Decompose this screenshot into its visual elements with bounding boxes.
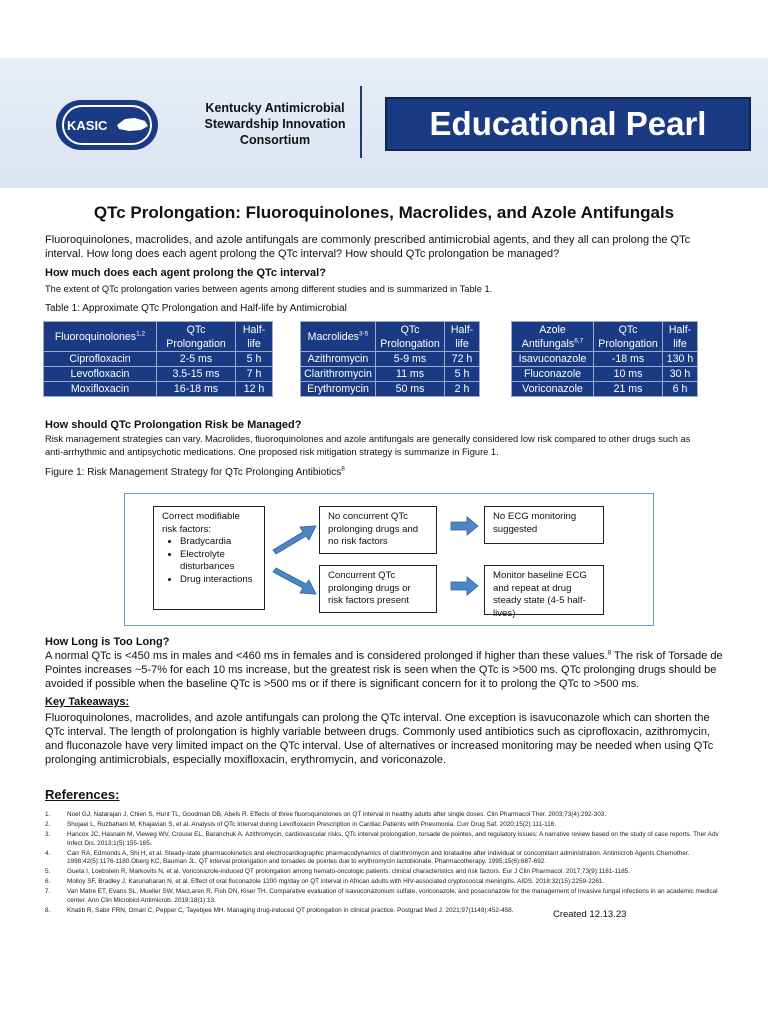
no-ecg-box: No ECG monitoring suggested bbox=[484, 506, 604, 544]
list-item: 4. Carr RA, Edmonds A, Shi H, et al. Steady-state pharmacokinetics and electrocardiographic pharmacodynamics of clarithromycin and loratadine after individual or concomitant administration. Antimicrob Agents Chemother. 1998;42(5):1176-1180.Oberg KC, Bauman JL. QT interval prolongation and torsades de pointes due to erythromycin lactobionate. Pharmacotherapy. 1995;15(6):687-692. bbox=[45, 849, 690, 865]
created-date: Created 12.13.23 bbox=[553, 909, 627, 920]
fq-header-drug: Fluoroquinolones$^{1,2}$ bbox=[44, 322, 157, 352]
header-divider bbox=[360, 86, 362, 158]
q2-text: Risk management strategies can vary. Macrolides, fluoroquinolones and azole antifungals are generally considered low risk compared to other drugs such as anti-arrhythmic and antipsychotic medications. One proposed risk mitigation strategy is summarize in Figure 1. bbox=[45, 434, 691, 457]
fq-header-halflife: Half-life bbox=[236, 322, 273, 352]
concurrent-box: Concurrent QTc prolonging drugs or risk factors present bbox=[319, 565, 437, 613]
logo-text: KASIC bbox=[67, 118, 108, 133]
takeaways-heading: Key Takeaways: bbox=[45, 696, 130, 708]
list-item: • Bradycardia bbox=[180, 536, 256, 549]
monitor-ecg-box: Monitor baseline ECG and repeat at drug steady state (4-5 half-lives) bbox=[484, 565, 604, 615]
kasic-logo bbox=[55, 99, 159, 151]
q3-text: A normal QTc is <450 ms in males and <460 ms in females and is considered prolonged if higher than these values.$^8$ The risk of Torsade de Pointes increases ~5-7% for each 10 ms increase, but the greatest risk is seen when the QTc is >500 ms. QTc prolonging drugs should be avoided if possible when the baseline QTc is >500 ms or if there is significant concern for it to prolong the QTc to >500 ms. bbox=[45, 649, 723, 690]
az-header-halflife: Half-life bbox=[663, 322, 698, 352]
table-row: Levofloxacin 3.5-15 ms 7 h bbox=[44, 367, 273, 382]
list-item: 1. Noel GJ, Natarajan J, Chien S, Hunt TL, Goodman DB, Abels R. Effects of three fluoroquinolones on QT interval in healthy adults after single doses. Clin Pharmacol Ther. 2003;73(4):292-303. bbox=[45, 811, 607, 818]
q3-heading: How Long is Too Long? bbox=[45, 636, 170, 648]
references-heading: References: bbox=[45, 787, 120, 802]
table-row: Voriconazole 21 ms 6 h bbox=[512, 382, 698, 397]
header-banner bbox=[0, 58, 768, 188]
table-row: Isavuconazole -18 ms 130 h bbox=[512, 352, 698, 367]
references-list bbox=[45, 811, 735, 915]
fluoroquinolone-table bbox=[43, 321, 273, 397]
list-item: 6. Molloy SF, Bradley J, Karunaharan N, et al. Effect of oral fluconazole 1200 mg/day on QT interval in African adults with HIV-associated cryptococcal meningitis. AIDS. 2018;32(15):2259-2261. bbox=[45, 878, 605, 885]
arrow-down-right-icon bbox=[273, 568, 316, 594]
arrow-right-top-icon bbox=[451, 517, 478, 535]
table-row: Clarithromycin 11 ms 5 h bbox=[301, 367, 480, 382]
table-caption: Table 1: Approximate QTc Prolongation and Half-life by Antimicrobial bbox=[45, 303, 347, 314]
az-header-qtc: QTc Prolongation bbox=[594, 322, 663, 352]
flow-arrows bbox=[125, 494, 652, 624]
list-item: 5. Gueta I, Loebstein R, Markovits N, et al. Voriconazole-induced QT prolongation among hemato-oncologic patients: clinical characteristics and risk factors. Eur J Clin Pharmacol. 2017;73(9):1181-1185. bbox=[45, 868, 631, 875]
list-item: 8. Khatib R, Sabir FRN, Omari C, Pepper C, Tayebjee MH. Managing drug-induced QT prolongation in clinical practice. Postgrad Med J. 2021;97(1149):452-458. bbox=[45, 906, 514, 914]
intro-text: Fluoroquinolones, macrolides, and azole antifungals are commonly prescribed antimicrobial agents, and they all can prolong the QTc interval. How long does each agent prolong the QTc interval? How should QTc prolongation be managed? bbox=[45, 234, 691, 260]
macrolide-table bbox=[300, 321, 480, 397]
fq-header-qtc: QTc Prolongation bbox=[157, 322, 236, 352]
table-row: Azithromycin 5-9 ms 72 h bbox=[301, 352, 480, 367]
educational-pearl-banner: Educational Pearl bbox=[385, 97, 751, 151]
list-item: • Drug interactions bbox=[180, 574, 256, 587]
table-row: Erythromycin 50 ms 2 h bbox=[301, 382, 480, 397]
risk-management-figure bbox=[124, 493, 654, 626]
table-row: Moxifloxacin 16-18 ms 12 h bbox=[44, 382, 273, 397]
q2-heading: How should QTc Prolongation Risk be Managed? bbox=[45, 419, 302, 431]
q1-heading: How much does each agent prolong the QTc interval? bbox=[45, 267, 326, 279]
takeaways-text: Fluoroquinolones, macrolides, and azole antifungals can prolong the QTc interval. One exception is isavuconazole which can shorten the QTc interval. The length of prolongation is highly variable between drugs. Commonly used antibiotics such as ciprofloxacin, azithromycin, and fluconazole have very limited impact on the QTc interval. Use of alternatives or increased monitoring may be needed when using QTc prolonging antimicrobials, especially moxifloxacin, erythromycin, and voriconazole. bbox=[45, 712, 714, 766]
arrow-right-bottom-icon bbox=[451, 577, 478, 595]
no-concurrent-box: No concurrent QTc prolonging drugs and no risk factors bbox=[319, 506, 437, 554]
list-item: • Electrolyte disturbances bbox=[180, 549, 256, 574]
figure-caption: Figure 1: Risk Management Strategy for QTc Prolonging Antibiotics$^8$ bbox=[45, 465, 345, 478]
mac-header-drug: Macrolides$^{3-5}$ bbox=[301, 322, 376, 352]
mac-header-halflife: Half-life bbox=[445, 322, 480, 352]
list-item: 7. Van Matre ET, Evans SL, Mueller SW, MacLaren R, Fish DN, Kiser TH. Comparative evaluation of isavuconazonium sulfate, voriconazole, and posaconazole for the management of invasive fungal infections in an academic medical center. Ann Clin Microbiol Antimicrob. 2019;18(1):13. bbox=[45, 888, 718, 904]
page-title: QTc Prolongation: Fluoroquinolones, Macrolides, and Azole Antifungals bbox=[93, 203, 675, 222]
list-item: 3. Hancox JC, Hasnain M, Vieweg WV, Crouse EL, Baranchuk A. Azithromycin, cardiovascular risks, QTc interval prolongation, torsade de pointes, and regulatory issues: A narrative review based on the study of case reports. Ther Adv Infect Dis. 2013;1(5):155-165. bbox=[45, 831, 719, 847]
azole-table bbox=[511, 321, 698, 397]
mac-header-qtc: QTc Prolongation bbox=[376, 322, 445, 352]
q1-text: The extent of QTc prolongation varies between agents among different studies and is summarized in Table 1. bbox=[45, 284, 493, 294]
org-name: Kentucky Antimicrobial Stewardship Innovation Consortium bbox=[204, 101, 346, 147]
az-header-drug: Azole Antifungals$^{6,7}$ bbox=[512, 322, 594, 352]
table-row: Ciprofloxacin 2-5 ms 5 h bbox=[44, 352, 273, 367]
arrow-up-right-icon bbox=[273, 526, 316, 554]
table-row: Fluconazole 10 ms 30 h bbox=[512, 367, 698, 382]
list-item: 2. Shojaei L, Ruzbahani M, Khajavian S, et al. Analysis of QTc Interval during Levofloxacin Prescription in Cardiac Patients with Pneumonia. Curr Drug Saf. 2020;15(2):111-116. bbox=[45, 821, 557, 828]
risk-factors-box: Correct modifiable risk factors: • Bradycardia • Electrolyte disturbances • Drug interactions bbox=[153, 506, 265, 610]
